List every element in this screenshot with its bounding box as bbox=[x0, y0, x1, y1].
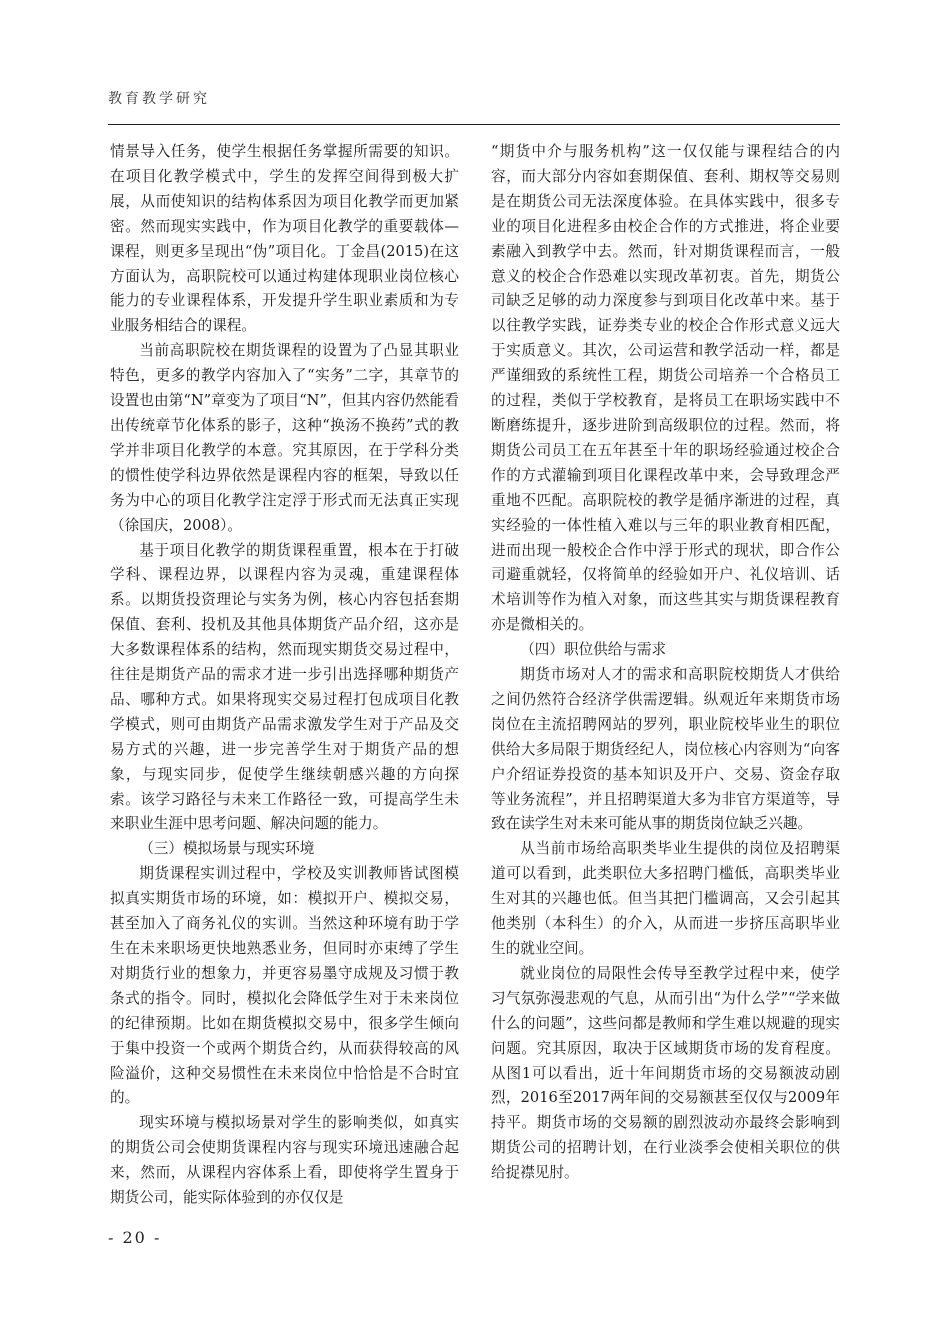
header-rule bbox=[108, 124, 840, 125]
paragraph: “期货中介与服务机构”这一仅仅能与课程结合的内容，而大部分内容如套期保值、套利、期权等交易则是在期货公司无法深度体验。在具体实践中，很多专业的项目化进程多由校企合作的方式推进，将企业要素融入到教学中去。然而，针对期货课程而言，一般意义的校企合作恐难以实现改革初衷。首先，期货公司缺乏足够的动力深度参与到项目化改革中来。基于以往教学实践，证券类专业的校企合作形式意义远大于实质意义。其次，公司运营和教学活动一样，都是严谨细致的系统性工程，期货公司培养一个合格员工的过程，类似于学校教育，是将员工在职场实践中不断磨练提升，逐步进阶到高级职位的过程。然而，将期货公司员工在五年甚至十年的职场经验通过校企合作的方式灌输到项目化课程改革中来，会导致理念严重地不匹配。高职院校的教学是循序渐进的过程，真实经验的一体性植入难以与三年的职业教育相匹配，进而出现一般校企合作中浮于形式的现状，即合作公司避重就轻，仅将简单的经验如开户、礼仪培训、话术培训等作为植入对象，而这些其实与期货课程教育亦是微相关的。 bbox=[491, 143, 840, 634]
section-heading: （三）模拟场景与现实环境 bbox=[139, 840, 315, 858]
paragraph: 现实环境与模拟场景对学生的影响类似，如真实的期货公司会使期货课程内容与现实环境迅速融合起来，然而，从课程内容体系上看，即使将学生置身于期货公司，能实际体验到的亦仅仅是 bbox=[110, 1114, 459, 1207]
paragraph: 期货课程实训过程中，学校及实训教师皆试图模拟真实期货市场的环境，如：模拟开户、模拟交易，甚至加入了商务礼仪的实训。当然这种环境有助于学生在未来职场更快地熟悉业务，但同时亦束缚了学生对期货行业的想象力，并更容易墨守成规及习惯于教条式的指令。同时，模拟化会降低学生对于未来岗位的纪律预期。比如在期货模拟交易中，很多学生倾向于集中投资一个或两个期货合约，从而获得较高的风险溢价，这种交易惯性在未来岗位中恰恰是不合时宜的。 bbox=[110, 865, 459, 1107]
paragraph: 基于项目化教学的期货课程重置，根本在于打破学科、课程边界，以课程内容为灵魂，重建课程体系。以期货投资理论与实务为例，核心内容包括套期保值、套利、投机及其他具体期货产品介绍，这亦是大多数课程体系的结构，然而现实期货交易过程中，往往是期货产品的需求才进一步引出选择哪种期货产品、哪种方式。如果将现实交易过程打包成项目化教学模式，则可由期货产品需求激发学生对于产品及交易方式的兴趣，进一步完善学生对于期货产品的想象，与现实同步，促使学生继续朝感兴趣的方向探索。该学习路径与未来工作路径一致，可提高学生未来职业生涯中思考问题、解决问题的能力。 bbox=[110, 541, 459, 833]
section-heading: （四）职位供给与需求 bbox=[520, 641, 667, 659]
left-column bbox=[110, 140, 459, 1211]
paragraph: 情景导入任务，使学生根据任务掌握所需要的知识。在项目化教学模式中，学生的发挥空间得到极大扩展，从而使知识的结构体系因为项目化教学而更加紧密。然而现实实践中，作为项目化教学的重要载体—课程，则更多呈现出“伪”项目化。丁金昌(2015)在这方面认为，高职院校可以通过构建体现职业岗位核心能力的专业课程体系，开发提升学生职业素质和为专业服务相结合的课程。 bbox=[110, 143, 459, 335]
paragraph: 从当前市场给高职类毕业生提供的岗位及招聘渠道可以看到，此类职位大多招聘门槛低，高职类毕业生对其的兴趣也低。但当其把门槛调高，又会引起其他类别（本科生）的介入，从而进一步挤压高职毕业生的就业空间。 bbox=[491, 840, 840, 957]
right-column bbox=[491, 140, 840, 1186]
page-number: - 20 - bbox=[108, 1228, 162, 1247]
paragraph: 当前高职院校在期货课程的设置为了凸显其职业特色，更多的教学内容加入了“实务”二字，其章节的设置也由第“N”章变为了项目“N”，但其内容仍然能看出传统章节化体系的影子，这种“换汤不换药”式的教学并非项目化教学的本意。究其原因，在于学科分类的惯性使学科边界依然是课程内容的框架，导致以任务为中心的项目化教学注定浮于形式而无法真正实现（徐国庆，2008）。 bbox=[110, 342, 459, 534]
paragraph: 期货市场对人才的需求和高职院校期货人才供给之间仍然符合经济学供需逻辑。纵观近年来期货市场岗位在主流招聘网站的罗列，职业院校毕业生的职位供给大多局限于期货经纪人，岗位核心内容则为“向客户介绍证券投资的基本知识及开户、交易、资金存取等业务流程”，并且招聘渠道大多为非官方渠道等，导致在读学生对未来可能从事的期货岗位缺乏兴趣。 bbox=[491, 666, 840, 833]
running-header: 教育教学研究 bbox=[108, 91, 210, 107]
paragraph: 就业岗位的局限性会传导至教学过程中来，使学习气氛弥漫悲观的气息，从而引出“为什么学”“学来做什么的问题”，这些问都是教师和学生难以规避的现实问题。究其原因，取决于区域期货市场的发育程度。从图1可以看出，近十年间期货市场的交易额波动剧烈，2016至2017两年间的交易额甚至仅仅与2009年持平。期货市场的交易额的剧烈波动亦最终会影响到期货公司的招聘计划，在行业淡季会使相关职位的供给捉襟见肘。 bbox=[491, 964, 840, 1182]
